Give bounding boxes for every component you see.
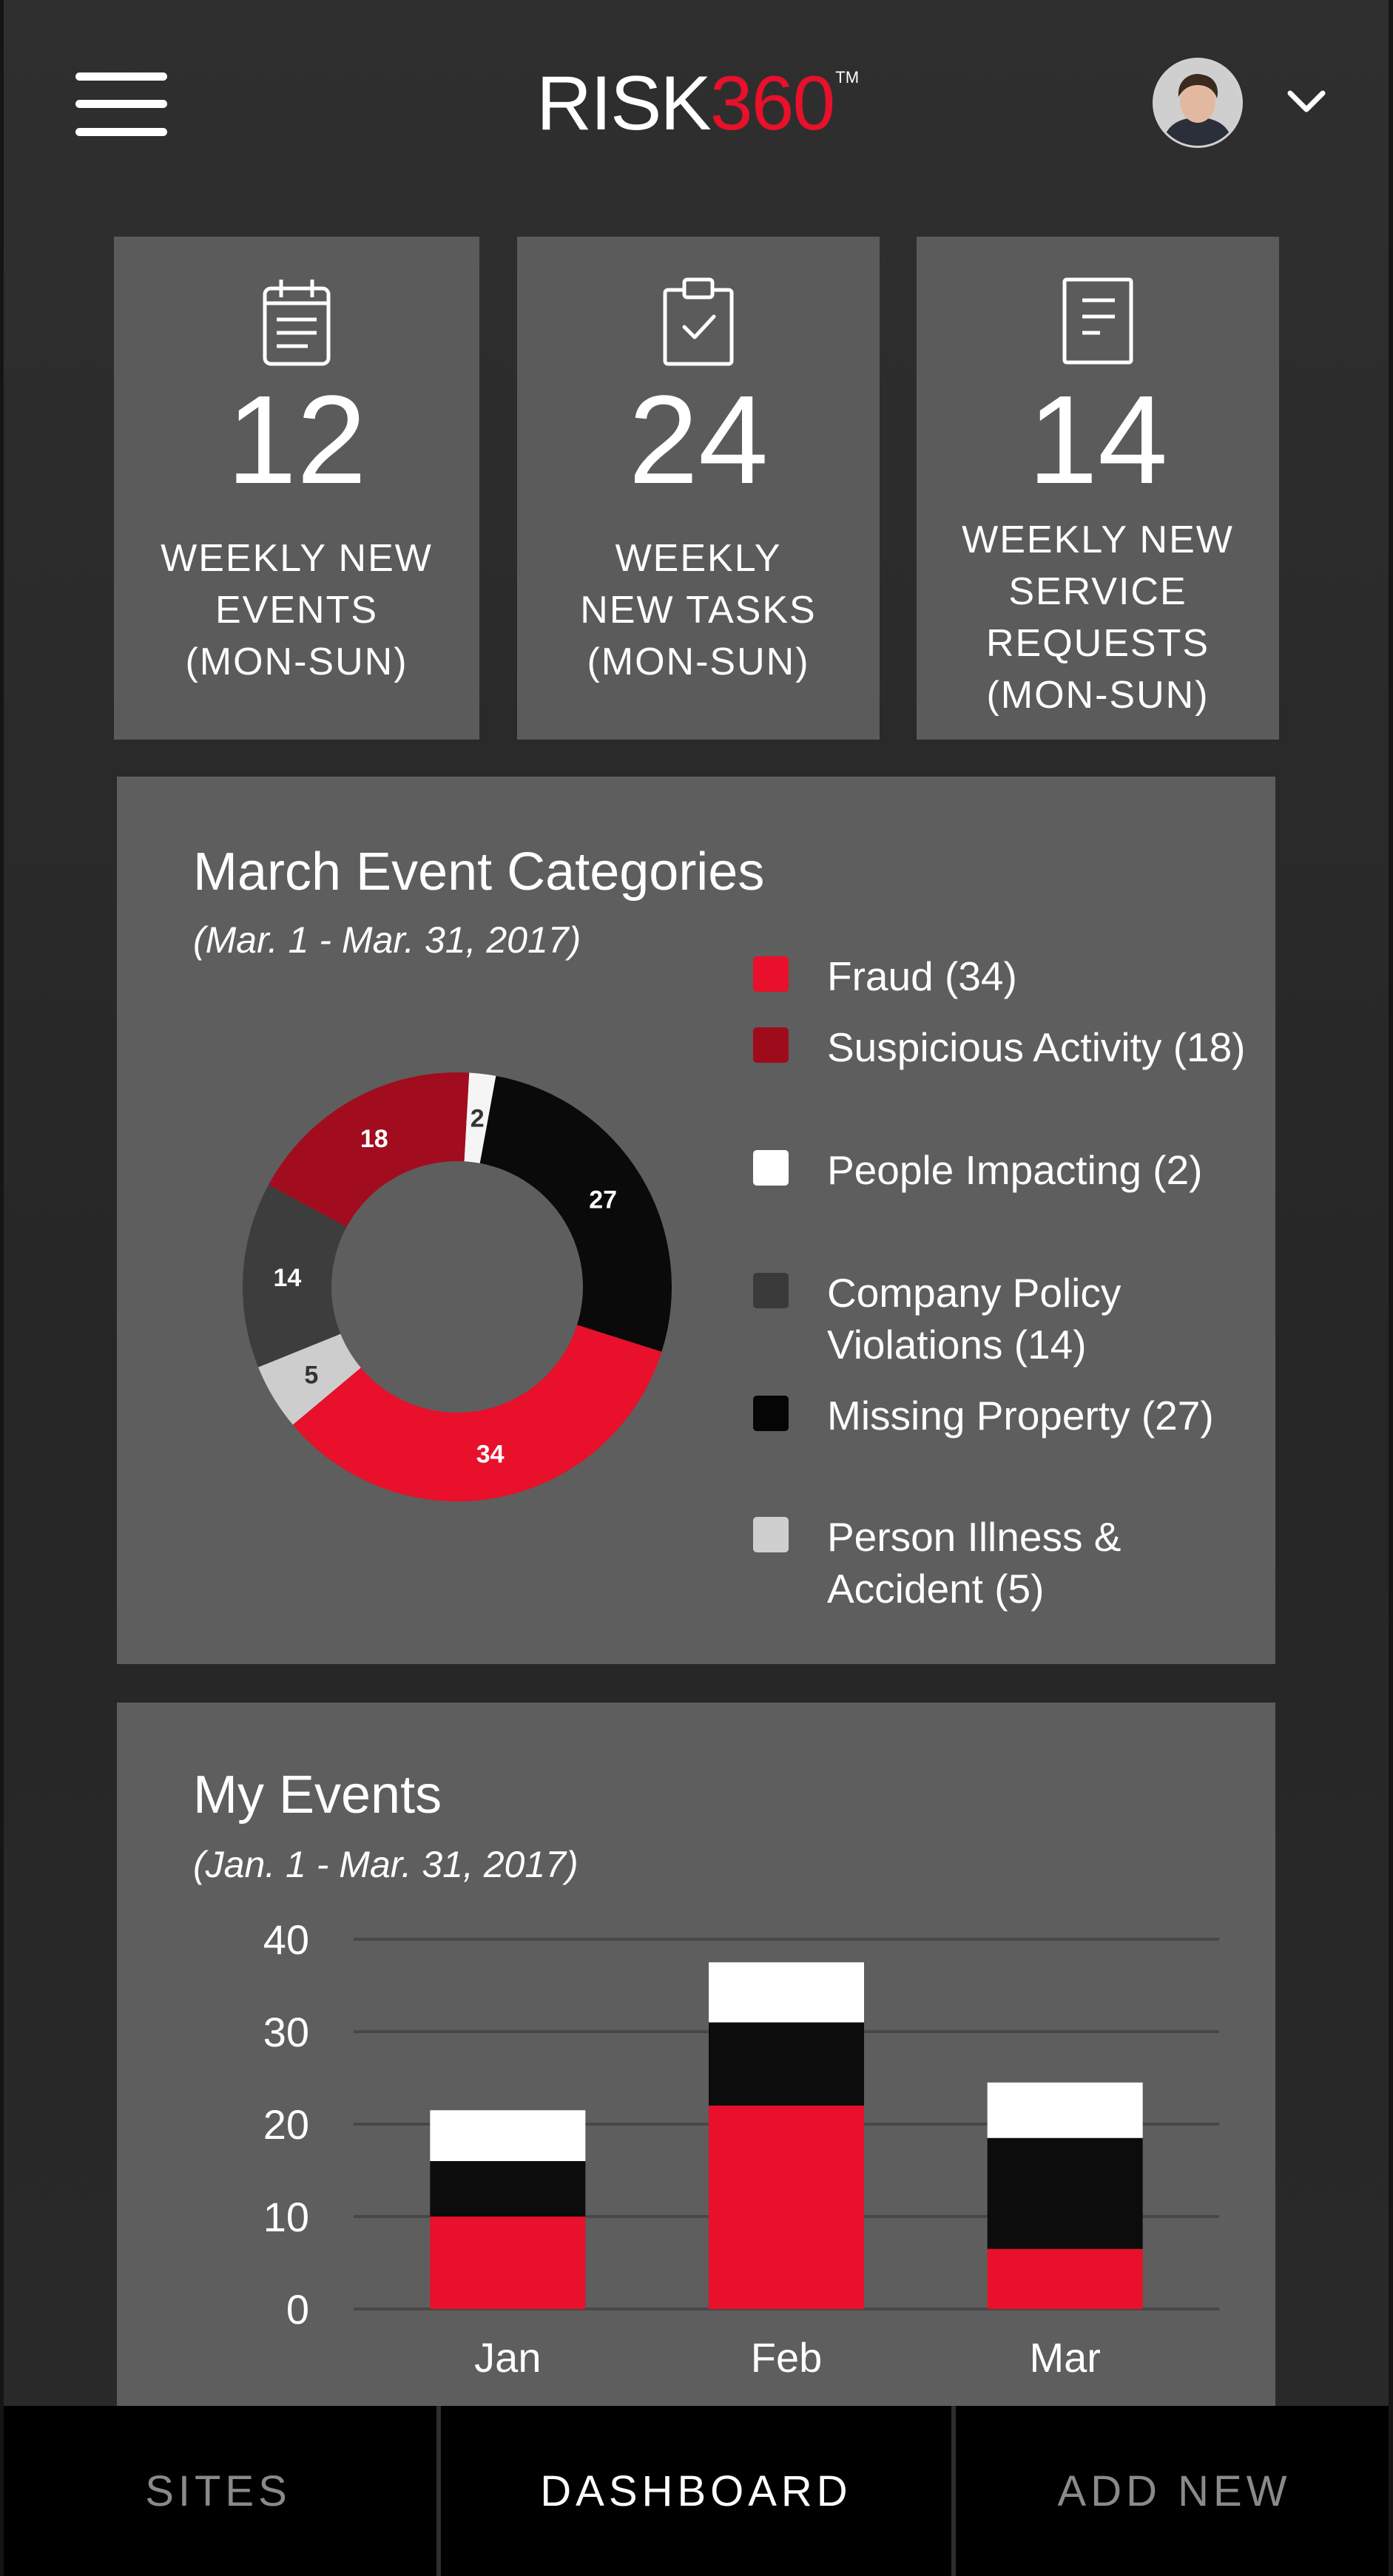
legend-label: Person Illness & Accident (5) [827, 1514, 1122, 1612]
bottom-navigation [0, 2406, 1393, 2576]
bar-mar-red [988, 2249, 1143, 2309]
bar-jan-white [430, 2110, 585, 2161]
calendar-list-icon [256, 274, 337, 370]
my-events-bar-chart [161, 1924, 1234, 2405]
stat-label: WEEKLY NEW SERVICE REQUESTS (MON-SUN) [962, 518, 1234, 717]
panel-subtitle: (Mar. 1 - Mar. 31, 2017) [193, 919, 581, 961]
legend-label: Fraud (34) [827, 953, 1017, 999]
user-avatar[interactable] [1153, 58, 1243, 148]
y-tick-label: 30 [263, 2009, 309, 2055]
chevron-down-icon[interactable] [1286, 87, 1327, 117]
legend-label: Suspicious Activity (18) [827, 1024, 1246, 1070]
x-tick-label: Mar [1029, 2334, 1101, 2381]
event-categories-panel[interactable] [117, 777, 1275, 1664]
panel-title: March Event Categories [193, 842, 765, 902]
donut-value-label: 2 [470, 1104, 485, 1133]
stat-card-service-requests[interactable] [917, 237, 1279, 740]
legend-label: People Impacting (2) [827, 1147, 1203, 1193]
donut-value-label: 34 [476, 1440, 505, 1469]
bar-feb-white [709, 1962, 864, 2022]
legend-swatch [753, 1150, 789, 1186]
donut-value-label: 27 [589, 1186, 618, 1214]
clipboard-check-icon [658, 274, 739, 370]
panel-title: My Events [193, 1765, 442, 1825]
bar-mar-black [988, 2138, 1143, 2249]
x-tick-label: Feb [750, 2334, 823, 2381]
legend-swatch [753, 1517, 789, 1552]
y-tick-label: 40 [263, 1924, 309, 1963]
tab-dashboard[interactable]: DASHBOARD [540, 2467, 852, 2515]
legend-swatch [753, 1027, 789, 1063]
bar-mar-white [988, 2083, 1143, 2138]
bar-jan-black [430, 2161, 585, 2217]
y-tick-label: 0 [286, 2286, 309, 2333]
my-events-panel[interactable] [117, 1703, 1275, 2406]
y-tick-label: 20 [263, 2101, 309, 2148]
panel-subtitle: (Jan. 1 - Mar. 31, 2017) [193, 1844, 579, 1885]
legend-label: Missing Property (27) [827, 1393, 1214, 1439]
stat-label: WEEKLY NEW EVENTS (MON-SUN) [161, 537, 433, 683]
app-logo: RISK360™ [536, 61, 860, 146]
document-icon [1057, 274, 1139, 370]
stat-value: 24 [628, 370, 769, 510]
tab-sites[interactable]: SITES [145, 2467, 291, 2515]
legend-label: Company Policy Violations (14) [827, 1270, 1122, 1368]
bar-feb-red [709, 2106, 864, 2309]
y-tick-label: 10 [263, 2194, 309, 2240]
x-tick-label: Jan [474, 2334, 542, 2381]
donut-slice-missing-property [480, 1076, 672, 1352]
stat-label: WEEKLY NEW TASKS (MON-SUN) [580, 537, 817, 683]
tab-add-new[interactable]: ADD NEW [1057, 2467, 1292, 2515]
legend-swatch [753, 1273, 789, 1308]
hamburger-menu-icon[interactable] [75, 72, 167, 136]
stat-value: 12 [226, 370, 367, 510]
bar-jan-red [430, 2217, 585, 2309]
stat-value: 14 [1028, 370, 1168, 510]
legend-swatch [753, 956, 789, 992]
bar-feb-black [709, 2023, 864, 2106]
legend-swatch [753, 1396, 789, 1431]
stat-card-events[interactable] [114, 237, 479, 740]
event-categories-donut-chart [220, 1050, 694, 1524]
donut-value-label: 14 [273, 1264, 302, 1293]
donut-value-label: 18 [360, 1125, 388, 1154]
donut-value-label: 5 [304, 1361, 319, 1390]
stat-card-tasks[interactable] [517, 237, 880, 740]
